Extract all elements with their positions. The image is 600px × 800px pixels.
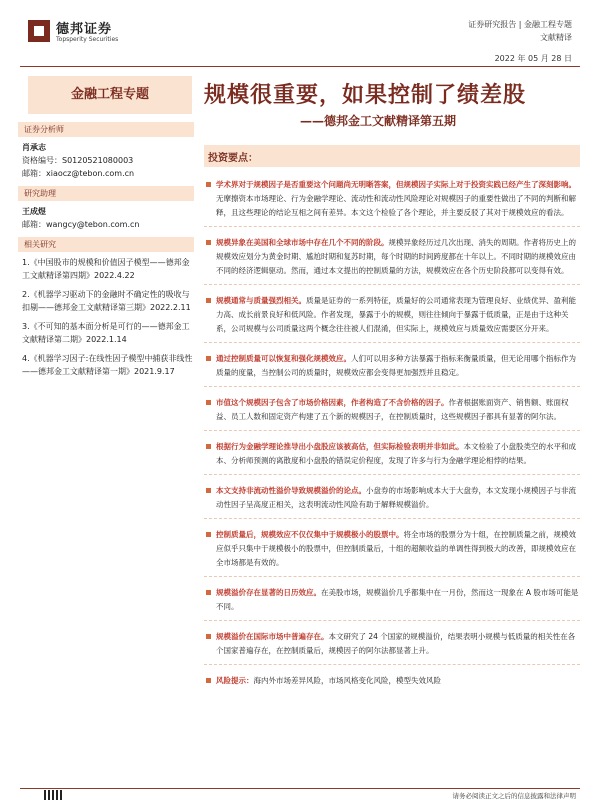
footer-disclaimer: 请务必阅读正文之后的信息披露和法律声明 bbox=[452, 792, 576, 800]
report-series: 文献精译 bbox=[540, 33, 572, 42]
analyst-info bbox=[18, 141, 194, 180]
invest-points bbox=[204, 178, 580, 703]
point-item bbox=[204, 586, 580, 621]
related-item[interactable]: 3.《不可知的基本面分析是可行的——德邦金工文献精译第二期》2022.1.14 bbox=[22, 322, 190, 344]
risk-label: 风险提示： bbox=[216, 676, 254, 685]
point-text: 小盘券的市场影响成本大于大盘券，本文发现小规模因子与非流动性因子呈高度正相关，这表明流动性风险有助于解释规模溢价。 bbox=[216, 486, 576, 509]
sidebar bbox=[18, 122, 194, 384]
point-item bbox=[204, 178, 580, 227]
point-highlight: 学术界对于规模因子是否重要这个问题尚无明晰答案，但规模因子实际上对于投资实践已经产生了深刻影响。 bbox=[216, 180, 576, 189]
point-item bbox=[204, 352, 580, 387]
point-item bbox=[204, 236, 580, 285]
point-item bbox=[204, 630, 580, 665]
assistant-info bbox=[18, 205, 194, 231]
point-text: 将全市场的股票分为十组，在控制质量之前，规模效应似乎只集中于规模极小的股票中，但控制质量后，十组的超额收益的单调性得到极大的改善，即规模效应在全市场都是有效的。 bbox=[216, 530, 576, 567]
point-highlight: 控制质量后，规模效应不仅仅集中于规模极小的股票中。 bbox=[216, 530, 404, 539]
assistant-email[interactable]: 邮箱：wangcy@tebon.com.cn bbox=[22, 220, 140, 229]
analyst-name: 肖承志 bbox=[22, 143, 46, 152]
related-item[interactable]: 2.《机器学习驱动下的金融时不确定性的吸收与扣剔——德邦金工文献精译第三期》2022.2.11 bbox=[22, 290, 191, 312]
analyst-cert: 资格编号：S0120521080003 bbox=[22, 156, 134, 165]
point-text: 无摩擦资本市场理论、行为金融学理论、流动性和流动性风险理论对规模因子的重要性做出了不同的判断和解释，且这些理论的结论互相之间有差异。本文这个检验了各个理论，并主要反驳了其对于规模效应的看法。 bbox=[216, 194, 576, 217]
logo-text-cn: 德邦证券 bbox=[56, 22, 113, 37]
report-type: 证券研究报告 | 金融工程专题 bbox=[468, 20, 572, 29]
assistant-name: 王成煜 bbox=[22, 207, 46, 216]
analyst-email[interactable]: 邮箱：xiaocz@tebon.com.cn bbox=[22, 169, 135, 178]
point-text: 规模异象经历过几次出现、消失的周期。作者将历史上的规模效应划分为黄金时期、尴尬时期和复苏时期，每个时期的时间跨度都在十年以上。不同时期的规模效应由不同的经济逻辑驱动。然而，通过本文提出的控制质量的方法，规模效应在各个历史阶段都可以变得有效。 bbox=[216, 238, 576, 275]
related-item[interactable]: 1.《中国股市的规模和价值因子模型——德邦金工文献精译第四期》2022.4.22 bbox=[22, 258, 190, 280]
point-highlight: 规模溢价存在显著的日历效应。 bbox=[216, 588, 321, 597]
point-highlight: 通过控制质量可以恢复和强化规模效应。 bbox=[216, 354, 351, 363]
company-logo bbox=[28, 18, 148, 48]
point-text: 质量是证券的一系列特征，质量好的公司通常表现为管理良好、业绩优异、盈利能力高、成长前景良好和低风险。作者发现，暴露于小的规模，则往往倾向于暴露于低质量，正是由于这种关系，公司规模与公司质量这两个概念往往被人们混淆，但实际上，规模效应与质量效应需要区分开来。 bbox=[216, 296, 576, 333]
sidebar-tag: 金融工程专题 bbox=[28, 76, 192, 114]
invest-points-title: 投资要点： bbox=[208, 153, 258, 164]
point-item bbox=[204, 396, 580, 431]
page-subtitle: ——德邦金工文献精译第五期 bbox=[300, 114, 457, 128]
report-date: 2022 年 05 月 28 日 bbox=[494, 54, 572, 63]
point-text: 本文检验了小盘股类空的水平和成本、分析师预测的离散度和小盘股的错误定价程度，发现了许多与行为金融学理论相悖的结果。 bbox=[216, 442, 576, 465]
related-heading: 相关研究 bbox=[18, 237, 194, 252]
point-highlight: 根据行为金融学理论推导出小盘股应该被高估，但实际检验表明并非如此。 bbox=[216, 442, 464, 451]
analyst-heading: 证券分析师 bbox=[18, 122, 194, 137]
header-divider bbox=[20, 66, 580, 67]
header-meta bbox=[468, 18, 572, 65]
page-title: 规模很重要，如果控制了绩差股 bbox=[204, 83, 527, 108]
point-highlight: 规模异象在美国和全球市场中存在几个不同的阶段。 bbox=[216, 238, 389, 247]
logo-mark-icon bbox=[28, 20, 50, 42]
point-text: 作者根据账面资产、销售额、账面权益、员工人数和固定资产构建了五个新的规模因子，在控制质量时，这些规模因子都具有显著的阿尔法。 bbox=[216, 398, 569, 421]
point-item bbox=[204, 294, 580, 343]
point-highlight: 规模通常与质量强烈相关。 bbox=[216, 296, 306, 305]
logo-text-en: Topsperity Securities bbox=[56, 36, 119, 43]
assistant-heading: 研究助理 bbox=[18, 186, 194, 201]
point-highlight: 本文支持非流动性溢价导致规模溢价的论点。 bbox=[216, 486, 366, 495]
related-item[interactable]: 4.《机器学习因子:在线性因子模型中捕获非线性——德邦金工文献精译第一期》2021.9.17 bbox=[22, 354, 193, 376]
risk-warning bbox=[204, 674, 580, 694]
point-item bbox=[204, 528, 580, 577]
point-highlight: 市值这个规模因子包含了市场价格因素，作者构造了不含价格的因子。 bbox=[216, 398, 449, 407]
risk-text: 海内外市场差异风险，市场风格变化风险，模型失效风险 bbox=[253, 676, 441, 685]
footer-divider bbox=[20, 788, 580, 789]
point-text: 在美股市场，规模溢价几乎都集中在一月份，然而这一现象在 A 股市场可能是不同。 bbox=[216, 588, 579, 611]
point-text: 本文研究了 24 个国家的规模溢价，结果表明小规模与低质量的相关性在各个国家普遍存在，在控制质量后，规模因子的阿尔法都显著上升。 bbox=[216, 632, 576, 655]
qr-code-icon bbox=[44, 790, 62, 800]
point-text: 人们可以用多种方法暴露于指标来衡量质量，但无论用哪个指标作为质量的度量，当控制公司的质量时，规模效应都会变得更加强烈并且稳定。 bbox=[216, 354, 576, 377]
point-highlight: 规模溢价在国际市场中普遍存在。 bbox=[216, 632, 329, 641]
point-item bbox=[204, 484, 580, 519]
invest-points-header bbox=[204, 145, 580, 167]
point-item bbox=[204, 440, 580, 475]
